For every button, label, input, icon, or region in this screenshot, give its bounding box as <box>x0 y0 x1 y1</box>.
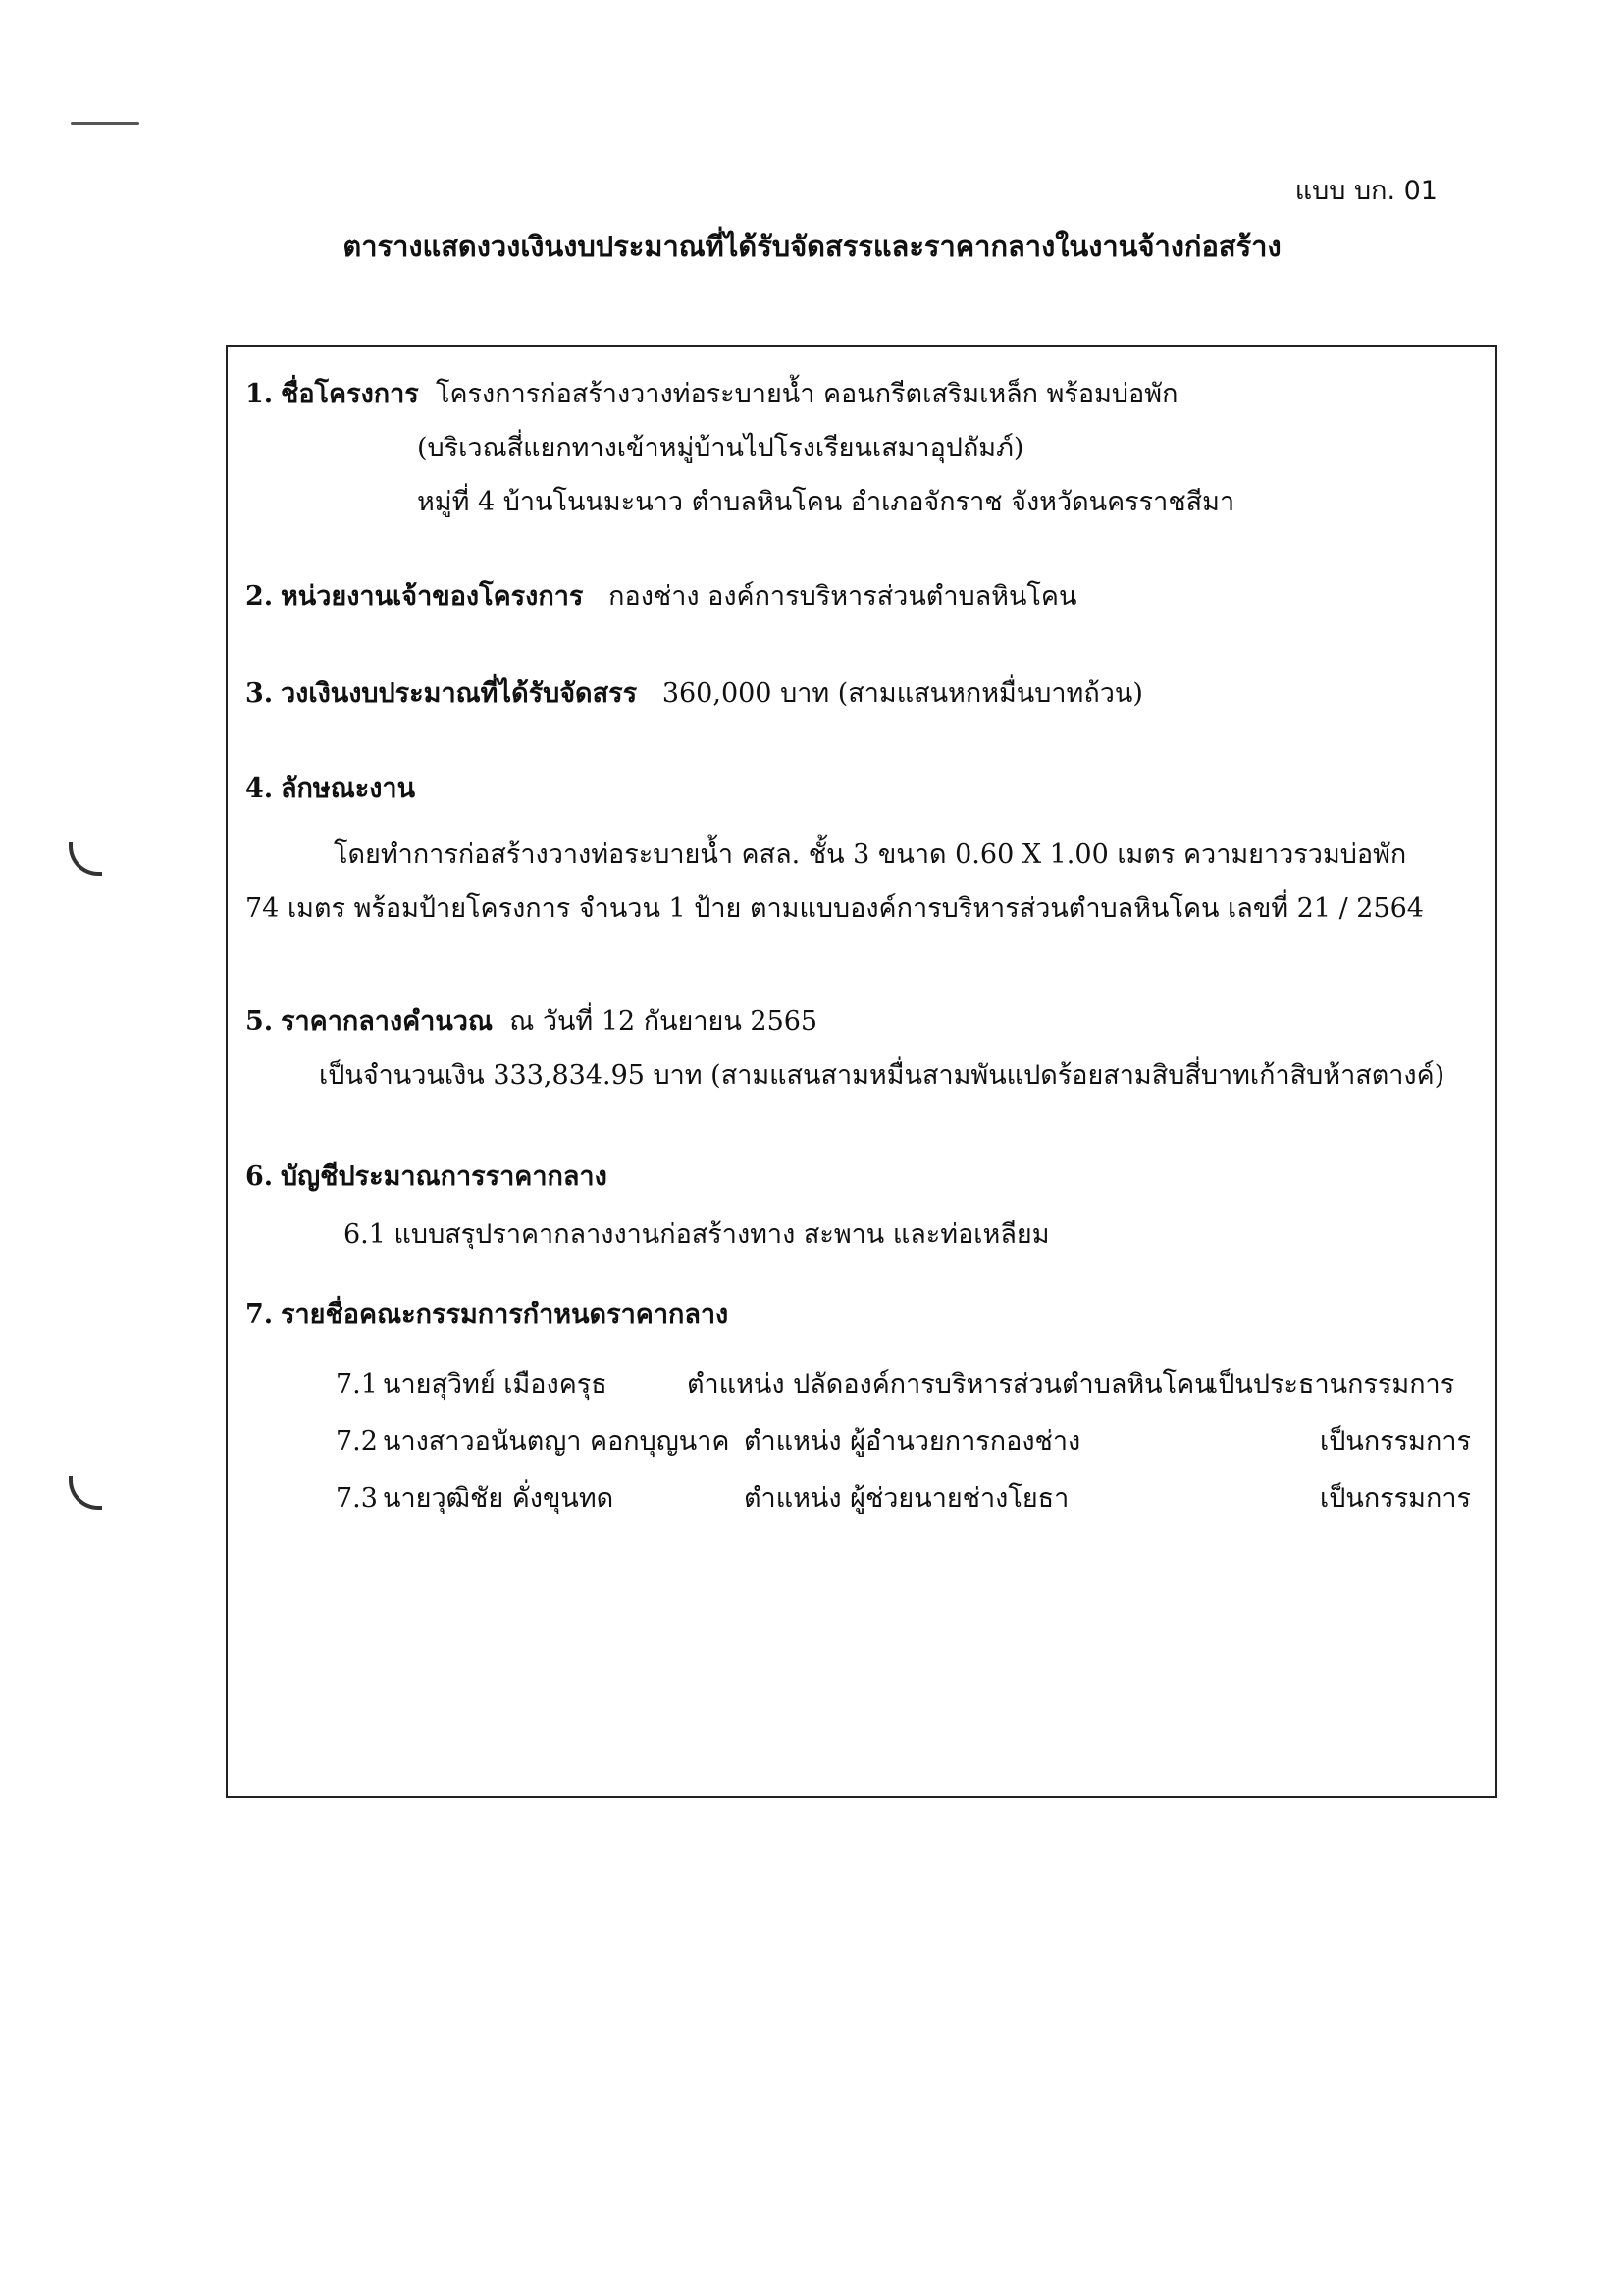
section-number: 4. <box>245 773 274 804</box>
member-position: ตำแหน่ง ผู้ช่วยนายช่างโยธา <box>744 1483 1070 1514</box>
member-position: ตำแหน่ง ผู้อำนวยการกองช่าง <box>744 1426 1081 1457</box>
estimate-list-item: 6.1 แบบสรุปราคากลางงานก่อสร้างทาง สะพาน และท่อเหลียม <box>343 1219 1050 1249</box>
work-description-line: โดยทำการก่อสร้างวางท่อระบายน้ำ คสล. ชั้น 3 ขนาด 0.60 X 1.00 เมตร ความยาวรวมบ่อพัก <box>334 839 1407 870</box>
section-1 <box>245 381 1178 407</box>
section-5 <box>245 1008 817 1035</box>
section-number: 6. <box>245 1161 274 1192</box>
section-4 <box>245 775 415 802</box>
section-3 <box>245 680 1143 707</box>
form-code: แบบ บก. 01 <box>1294 176 1438 206</box>
member-role: เป็นประธานกรรมการ <box>1209 1369 1455 1400</box>
section-2 <box>245 583 1076 610</box>
document-title: ตารางแสดงวงเงินงบประมาณที่ได้รับจัดสรรและราคากลางในงานจ้างก่อสร้าง <box>342 230 1282 263</box>
section-6 <box>245 1163 607 1190</box>
section-label: รายชื่อคณะกรรมการกำหนดราคากลาง <box>281 1300 729 1330</box>
member-name: นางสาวอนันตญา คอกบุญนาค <box>383 1426 730 1457</box>
owner-agency: กองช่าง องค์การบริหารส่วนตำบลหินโคน <box>608 581 1077 611</box>
punch-hole-mark <box>69 1476 102 1510</box>
section-label: ชื่อโครงการ <box>281 379 419 409</box>
punch-hole-mark <box>69 842 102 876</box>
project-name: โครงการก่อสร้างวางท่อระบายน้ำ คอนกรีตเสริมเหล็ก พร้อมบ่อพัก <box>435 379 1179 409</box>
section-number: 5. <box>245 1006 274 1036</box>
section-number: 3. <box>245 678 274 709</box>
member-role: เป็นกรรมการ <box>1320 1483 1471 1514</box>
member-role: เป็นกรรมการ <box>1320 1426 1471 1457</box>
section-label: วงเงินงบประมาณที่ได้รับจัดสรร <box>281 678 638 709</box>
member-name: นายสุวิทย์ เมืองครุธ <box>383 1369 607 1400</box>
member-name: นายวุฒิชัย คั่งขุนทด <box>383 1483 614 1514</box>
section-7 <box>245 1301 728 1328</box>
project-address: หมู่ที่ 4 บ้านโนนมะนาว ตำบลหินโคน อำเภอจักราช จังหวัดนครราชสีมา <box>417 487 1235 517</box>
section-label: ราคากลางคำนวณ <box>281 1006 494 1036</box>
section-number: 1. <box>245 379 274 409</box>
work-description-line: 74 เมตร พร้อมป้ายโครงการ จำนวน 1 ป้าย ตามแบบองค์การบริหารส่วนตำบลหินโคน เลขที่ 21 / 2564 <box>245 893 1424 924</box>
project-location: (บริเวณสี่แยกทางเข้าหมู่บ้านไปโรงเรียนเสมาอุปถัมภ์) <box>417 433 1024 463</box>
section-label: ลักษณะงาน <box>281 773 416 804</box>
budget-amount: 360,000 บาท (สามแสนหกหมื่นบาทถ้วน) <box>661 678 1143 709</box>
calculation-date: ณ วันที่ 12 กันยายน 2565 <box>509 1006 818 1036</box>
section-label: บัญชีประมาณการราคากลาง <box>281 1161 607 1192</box>
member-number: 7.2 <box>336 1426 378 1457</box>
section-number: 2. <box>245 581 274 611</box>
member-position: ตำแหน่ง ปลัดองค์การบริหารส่วนตำบลหินโคน <box>687 1369 1213 1400</box>
member-number: 7.3 <box>336 1483 378 1514</box>
section-label: หน่วยงานเจ้าของโครงการ <box>281 581 584 611</box>
section-number: 7. <box>245 1300 274 1330</box>
median-price-amount: เป็นจำนวนเงิน 333,834.95 บาท (สามแสนสามหมื่นสามพันแปดร้อยสามสิบสี่บาทเก้าสิบห้าสตางค์) <box>319 1060 1445 1090</box>
member-number: 7.1 <box>336 1369 378 1400</box>
scan-mark <box>71 122 139 125</box>
